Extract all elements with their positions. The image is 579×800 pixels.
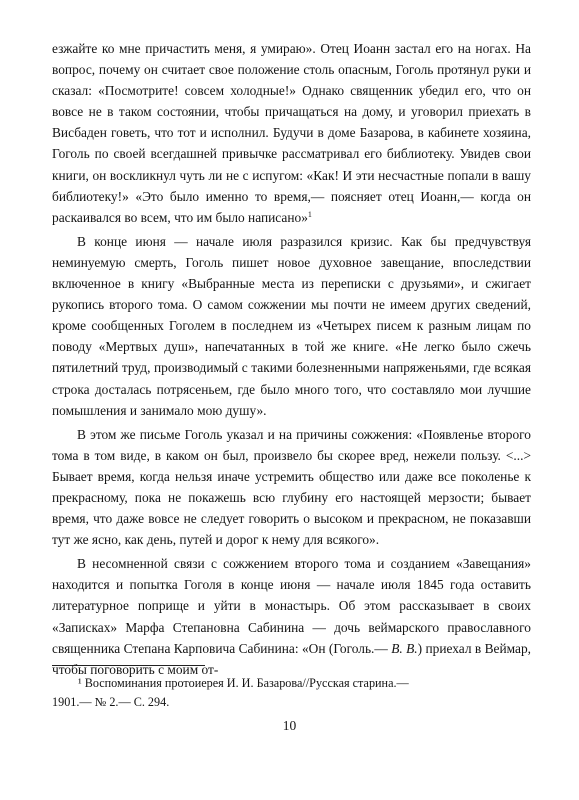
text-run: В конце июня — начале июля разразился кризис. Как бы предчувствуя неминуемую смерть, Гоголь пишет новое духовное завещание, впоследствии включенное в книгу «Выбранные места из переписки с друзьями», и сжигает рукопись второго тома. О самом сожжении мы почти не имеем других сведений, кроме сообщенных Гоголем в последнем из «Четырех писем к разным лицам по поводу «Мертвых душ», напечатанных в той же книге. «Не легко было сжечь пятилетний труд, производимый с такими болезненными напряженьями, где всякая строка досталась потрясеньем, где было много того, что составляло мои лучшие помышления и занимало мою душу».: [52, 233, 531, 418]
paragraph: [52, 231, 531, 421]
paragraph: [52, 553, 531, 680]
page-number: 10: [282, 718, 297, 733]
footnote-ref: 1: [307, 209, 312, 219]
italic-text: В. В.: [391, 640, 418, 656]
paragraph: [52, 38, 531, 228]
body-text: [52, 38, 531, 680]
footnote-line: 1901.— № 2.— С. 294.: [52, 695, 170, 709]
footnote-line: ¹ Воспоминания протоиерея И. И. Базарова//Русская старина.—: [78, 676, 409, 690]
text-run: В этом же письме Гоголь указал и на причины сожжения: «Появленье второго тома в том виде, в каком он был, произвело бы скорее вред, нежели пользу. <...> Бывает время, когда нельзя иначе устремить общество или даже все поколенье к прекрасному, пока не покажешь всю глубину его настоящей мерзости; бывает время, что даже вовсе не следует говорить о высоком и прекрасном, не показавши тут же ясно, как день, путей и дорог к нему для всякого».: [52, 426, 531, 548]
footnote-divider: [52, 665, 205, 666]
text-run: езжайте ко мне причастить меня, я умираю». Отец Иоанн застал его на ногах. На вопрос, почему он считает свое положение столь опасным, Гоголь протянул руки и сказал: «Посмотрите! совсем холодные!» Однако священник убедил его, что он вовсе не в таком состоянии, чтобы причащаться на дому, и уговорил приехать в Висбаден говеть, что тот и исполнил. Будучи в доме Базарова, в кабинете хозяина, Гоголь по своей всегдашней привычке рассматривал его библиотеку. Увидев свои книги, он воскликнул чуть ли не с испугом: «Как! И эти несчастные попали в вашу библиотеку!» «Это было именно то время,— поясняет отец Иоанн,— когда он раскаивался во всем, что им было написано»: [52, 41, 531, 225]
text-run: В несомненной связи с сожжением второго тома и созданием «Завещания» находится и попытка Гоголя в конце июня — начале июля 1845 года оставить литературное поприще и уйти в монастырь. Об этом рассказывает в своих «Записках» Марфа Степановна Сабинина — дочь веймарского православного священника Степана Карповича Сабинина: «Он (Гоголь.—: [52, 556, 531, 656]
paragraph: [52, 424, 531, 551]
footnote: [52, 674, 531, 712]
text-run: ) приехал в Веймар, чтобы поговорить с моим от-: [52, 640, 532, 677]
